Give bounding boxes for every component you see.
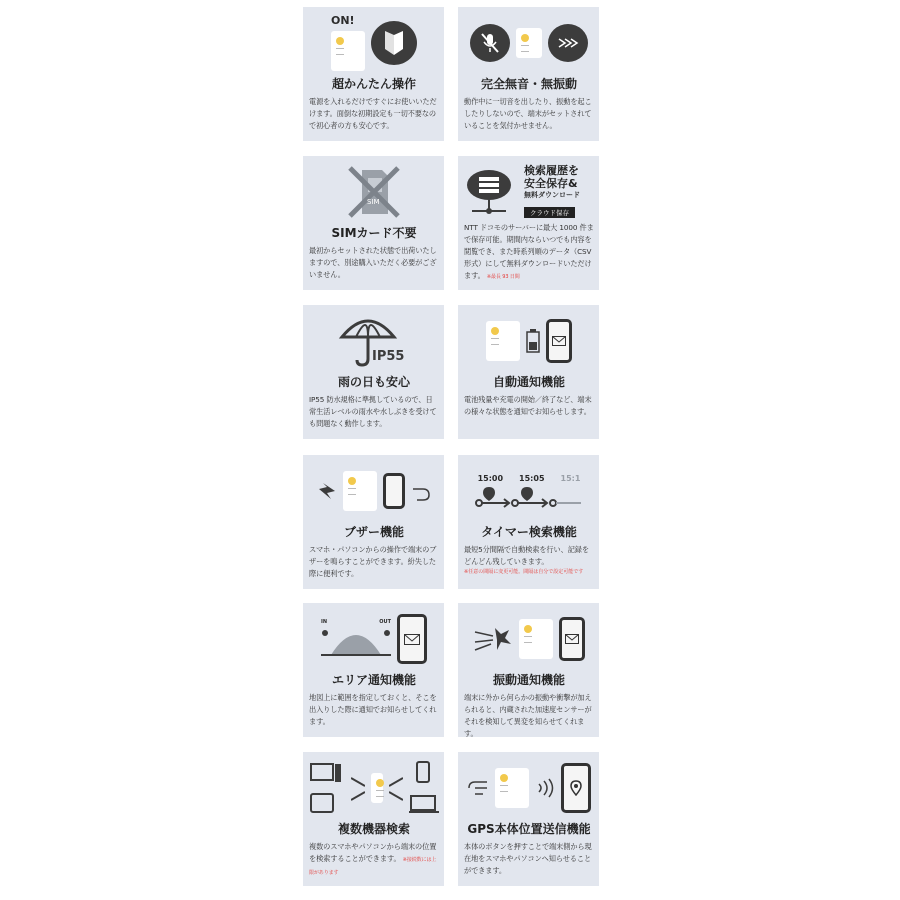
smartphone-tap-icon: [383, 473, 405, 509]
card-body: 動作中に一切音を出したり、振動を起こしたりしないので、端末がセットされていることを気付かせません。: [464, 97, 592, 130]
battery-icon: [526, 329, 540, 353]
cloud-database-icon: [464, 167, 514, 217]
tracker-device-icon: [495, 768, 529, 808]
cloud-subheader: 無料ダウンロード: [524, 191, 580, 199]
out-label: OUT: [379, 619, 391, 625]
silent-illustration: [464, 11, 594, 75]
multi-device-illustration: [309, 756, 439, 820]
timeline-times: [478, 474, 581, 483]
smartphone-mail-icon: [559, 617, 585, 661]
sim-label: SIM: [367, 198, 380, 206]
feature-card-buzzer: [303, 455, 444, 589]
smartphone-mail-icon: [546, 319, 572, 363]
feature-card-rain: [303, 305, 444, 439]
tracker-device-icon: [519, 619, 553, 659]
feature-card-vibration-notify: [458, 603, 599, 737]
on-badge: ON!: [331, 14, 355, 27]
beginner-mark-icon: [371, 21, 417, 65]
card-body: NTT ドコモのサーバーに最大 1000 件まで保存可能。期間内ならいつでも内容を閲覧でき、また時系列順のデータ（CSV 形式）にして無料ダウンロードいただけます。: [464, 223, 594, 280]
impact-burst-icon: [473, 622, 513, 656]
buzzer-illustration: [309, 459, 439, 523]
umbrella-icon: [334, 311, 414, 371]
sim-card-crossed-icon: [346, 164, 402, 220]
cloud-header-block: [524, 164, 580, 219]
feature-card-cloud-save: [458, 156, 599, 290]
feature-card-area-notify: [303, 603, 444, 737]
cloud-header: 検索履歴を 安全保存&: [524, 164, 579, 190]
card-title: 完全無音・無振動: [480, 77, 577, 91]
time-label: 15:1: [560, 473, 581, 483]
card-title: 自動通知機能: [492, 375, 565, 389]
finger-press-icon: [467, 778, 489, 798]
timeline-arrows-icon: [469, 485, 589, 509]
feature-card-easy-operation: [303, 7, 444, 141]
card-body-wrap: [464, 222, 594, 283]
rain-illustration: [309, 309, 439, 373]
card-title: タイマー検索機能: [481, 525, 577, 539]
signal-waves-icon: [535, 778, 555, 798]
card-note: ※接続数には上限があります: [309, 857, 437, 876]
card-note: ※任意の間隔に変更可能。間隔は自分で設定可能です: [464, 569, 584, 575]
card-title: 複数機器検索: [337, 822, 410, 836]
card-title: エリア通知機能: [331, 673, 416, 687]
card-title: GPS本体位置送信機能: [467, 822, 591, 836]
cloud-save-tag: クラウド保存: [524, 207, 575, 218]
smartphone-location-icon: [561, 763, 591, 813]
smartphone-mail-icon: [397, 614, 427, 664]
auto-notify-illustration: [464, 309, 594, 373]
feature-card-no-sim: [303, 156, 444, 290]
card-body: 地図上に範囲を指定しておくと、そこを出入りした際に通知でお知らせしてくれます。: [309, 693, 437, 726]
sound-burst-icon: [317, 481, 337, 501]
card-body: 複数のスマホやパソコンから端末の位置を検索することができます。: [309, 842, 437, 863]
ip55-label: IP55: [372, 349, 405, 364]
card-body-wrap: [309, 841, 439, 879]
feature-card-multi-device: [303, 752, 444, 886]
tracker-device-icon: [331, 31, 365, 71]
card-body: 電源を入れるだけですぐにお使いいただけます。面倒な初期設定も一切不要なので初心者の方も安心です。: [309, 97, 437, 130]
card-body: IP55 防水規格に準拠しているので、日常生活レベルの雨水や水しぶきを受けても問題なく動作します。: [309, 395, 437, 428]
timer-timeline-illustration: [464, 459, 594, 523]
mute-microphone-icon: [470, 24, 510, 62]
card-body: 最短5分間隔で自動検索を行い、記録をどんどん残していきます。: [464, 545, 589, 566]
tracker-device-icon: [371, 773, 383, 803]
tracker-device-icon: [486, 321, 520, 361]
card-body: 本体のボタンを押すことで端末側から現在地をスマホやパソコンへ知らせることができます。: [464, 842, 592, 875]
card-body: 電池残量や充電の開始／終了など、端末の様々な状態を通知でお知らせします。: [464, 395, 592, 416]
card-body: 端末に外から何らかの振動や衝撃が加えられると、内蔵された加速度センサーがそれを検知して異変を知らせてくれます。: [464, 693, 592, 737]
feature-card-auto-notify: [458, 305, 599, 439]
devices-left-icon: [309, 760, 345, 816]
card-title: SIMカード不要: [331, 226, 417, 240]
in-label: IN: [321, 619, 328, 625]
card-title: 雨の日も安心: [337, 375, 410, 389]
no-vibration-icon: [548, 24, 588, 62]
card-title: 振動通知機能: [492, 673, 565, 687]
connection-lines-right: [389, 768, 403, 808]
devices-right-icon: [409, 760, 439, 816]
time-label: 15:00: [477, 473, 504, 483]
tracker-device-icon: [343, 471, 377, 511]
time-label: 15:05: [519, 473, 545, 483]
card-body: 最初からセットされた状態で出荷いたしますので、別途購入いただく必要がございません。: [309, 246, 437, 279]
gps-send-illustration: [464, 756, 594, 820]
feature-card-gps-send: [458, 752, 599, 886]
vibration-notify-illustration: [464, 607, 594, 671]
connection-lines-left: [351, 768, 365, 808]
no-sim-illustration: [309, 160, 439, 224]
area-notify-illustration: [309, 607, 439, 671]
card-body: スマホ・パソコンからの操作で端末のブザーを鳴らすことができます。紛失した際に便利です。: [309, 545, 437, 578]
tracker-device-icon: [516, 28, 542, 58]
feature-card-timer-search: [458, 455, 599, 589]
hand-pointer-icon: [411, 481, 431, 501]
geofence-dome-icon: [321, 619, 391, 659]
easy-operation-illustration: [309, 11, 439, 75]
feature-card-silent: [458, 7, 599, 141]
card-note: ※最長 93 日間: [486, 274, 520, 280]
card-title: ブザー機能: [343, 525, 404, 539]
card-title: 超かんたん操作: [331, 77, 416, 91]
